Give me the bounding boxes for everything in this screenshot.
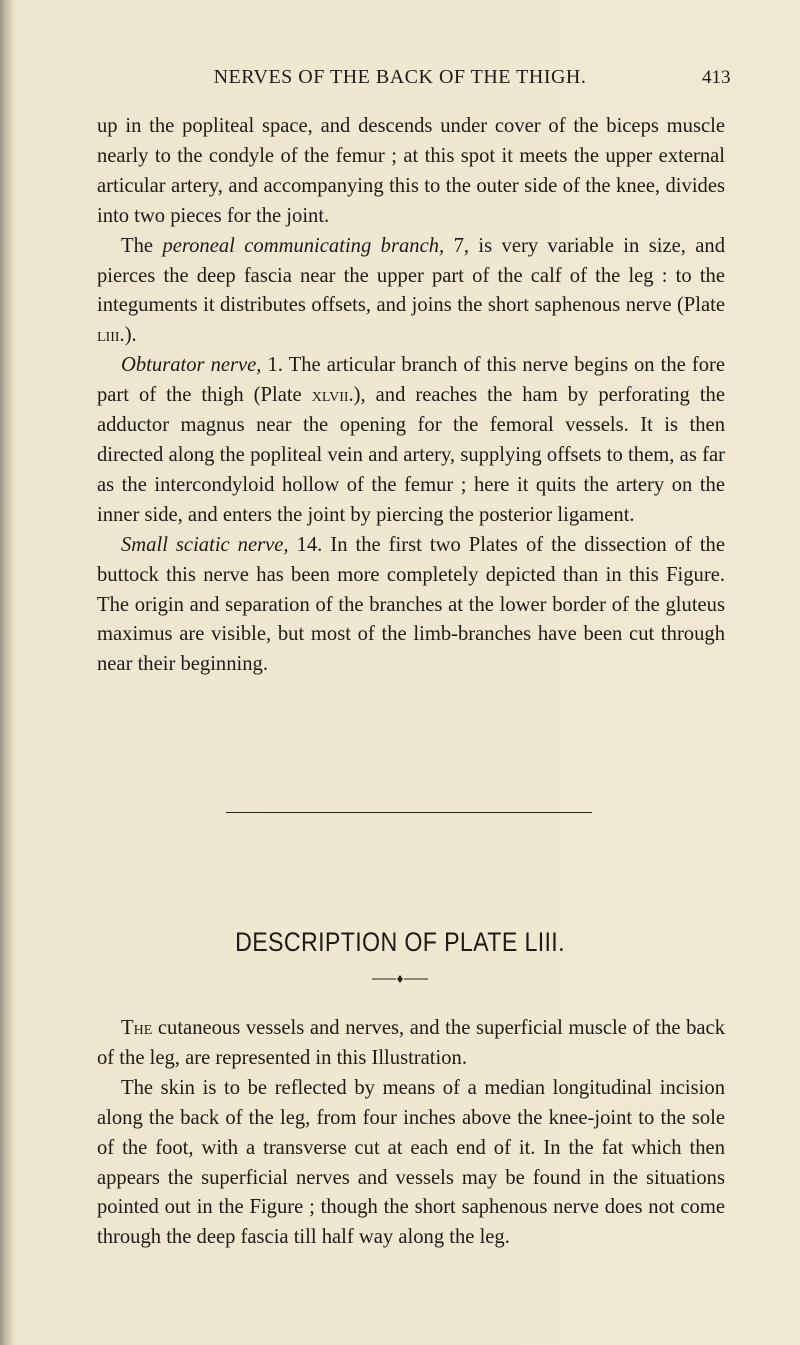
paragraph-text: 14. In the first two Plates of the dissection of the buttock this nerve has been more completely depicted than in this Figure. The origin and separation of the branches at the lower border of the gluteus maximus are visible, but most of the limb-branches have been cut through near their beginning. [97, 533, 725, 676]
term-small-sciatic-nerve: Small sciatic nerve, [121, 533, 289, 556]
paragraph-text: cutaneous vessels and nerves, and the superficial muscle of the back of the leg, are represented in this Illustration. [97, 1017, 725, 1069]
paragraph-skin-reflection: The skin is to be reflected by means of a median longitudinal incision along the back of the leg, from four inches above the knee-joint to the sole of the foot, with a transverse cut at each end of it. In the fat which then appears the superficial nerves and vessels may be found in the situations pointed out in the Figure ; though the short saphenous nerve does not come through the deep fascia till half way along the leg. [97, 1076, 725, 1249]
running-title: NERVES OF THE BACK OF THE THIGH. [213, 66, 587, 88]
body-text-top [97, 112, 725, 680]
plate-description-heading: DESCRIPTION OF PLATE LIII. [235, 927, 565, 957]
body-text-bottom [97, 1014, 725, 1253]
term-peroneal-communicating-branch: peroneal communicating branch, [162, 234, 445, 257]
paragraph-small-sciatic-nerve [97, 531, 725, 681]
paragraph-text: 7, is very variable in size, and pierces the deep fascia near the upper part of the calf of the leg : to the integuments it distributes offsets, and joins the short saphenous nerve (Plate [97, 234, 726, 317]
paragraph-plate-intro [97, 1014, 725, 1074]
page-binding-edge [0, 0, 12, 1345]
paragraph-end: .). [119, 324, 137, 347]
paragraph-end: .), and reaches the ham by perforating the adductor magnus near the opening for the femoral vessels. It is then directed along the popliteal vein and artery, supplying offsets to them, as far as the intercondyloid hollow of the femur ; here it quits the artery on the inner side, and enters the joint by piercing the posterior ligament. [97, 384, 725, 526]
paragraph-obturator-nerve [97, 351, 725, 530]
paragraph-lead: The [121, 234, 163, 257]
plate-reference: liii [97, 324, 120, 347]
paragraph-lead-small-caps: The [121, 1017, 153, 1039]
plate-reference: xlvii [311, 384, 349, 407]
running-head [0, 66, 800, 96]
paragraph-peroneal-branch [97, 232, 725, 352]
page-number: 413 [702, 67, 731, 88]
section-divider-rule [226, 812, 592, 813]
paragraph-text: 1. The articular branch of this nerve begins on the fore part of the thigh (Plate [97, 354, 726, 407]
term-obturator-nerve: Obturator nerve, [121, 354, 262, 377]
diamond-ornament-icon [370, 974, 430, 984]
paragraph-continuation: up in the popliteal space, and descends under cover of the biceps muscle nearly to the condyle of the femur ; at this spot it meets the upper external articular artery, and accompanying this to the outer side of the knee, divides into two pieces for the joint. [97, 115, 725, 227]
